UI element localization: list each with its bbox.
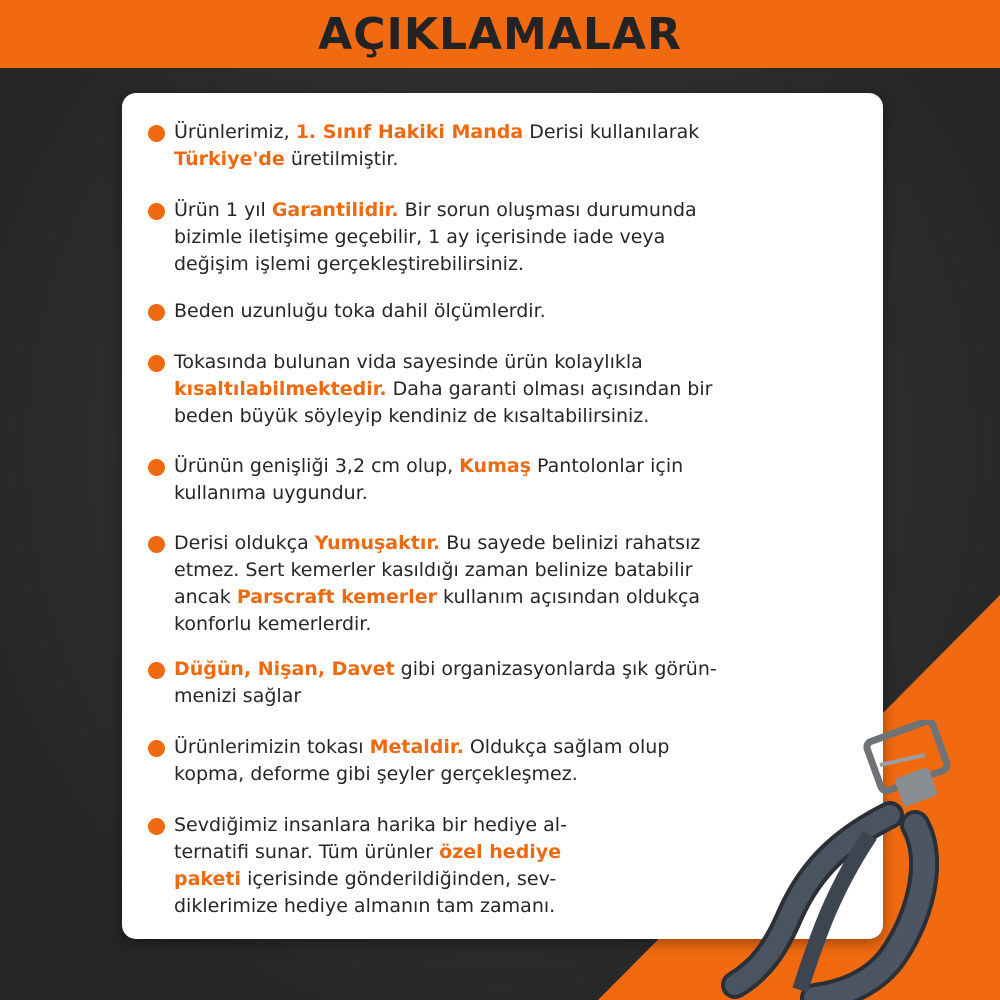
description-line xyxy=(174,584,772,611)
body-text: menizi sağlar xyxy=(174,685,302,707)
body-text: Beden uzunluğu toka dahil ölçümlerdir. xyxy=(174,300,546,322)
bullet-dot-icon xyxy=(148,459,165,476)
description-line xyxy=(174,656,772,683)
bullet-dot-icon xyxy=(148,536,165,553)
body-text: Daha garanti olması açısından bir xyxy=(386,378,713,400)
body-text: Pantolonlar için xyxy=(531,455,684,477)
bullet-dot-icon xyxy=(148,740,165,757)
body-text: kopma, deforme gibi şeyler gerçekleşmez. xyxy=(174,763,578,785)
description-item xyxy=(152,119,772,173)
body-text: Bir sorun oluşması durumunda xyxy=(398,199,697,221)
description-line xyxy=(174,761,772,788)
highlight-text: Kumaş xyxy=(459,455,532,477)
description-item xyxy=(152,656,772,710)
description-item xyxy=(152,530,772,638)
body-text: Ürün 1 yıl xyxy=(174,199,272,221)
highlight-text: Metaldir. xyxy=(369,736,464,758)
description-line xyxy=(174,197,772,224)
description-item xyxy=(152,349,772,430)
description-line xyxy=(174,893,772,920)
body-text: bizimle iletişime geçebilir, 1 ay içerisinde iade veya xyxy=(174,226,666,248)
page-title: AÇIKLAMALAR xyxy=(318,8,682,60)
highlight-text: özel hediye xyxy=(439,841,562,863)
highlight-text: Türkiye'de xyxy=(174,148,285,170)
description-line xyxy=(174,530,772,557)
description-line xyxy=(174,734,772,761)
body-text: ternatifi sunar. Tüm ürünler xyxy=(174,841,440,863)
body-text: üretilmiştir. xyxy=(284,148,399,170)
description-line xyxy=(174,349,772,376)
body-text: kullanım açısından oldukça xyxy=(437,586,701,608)
highlight-text: Parscraft kemerler xyxy=(236,586,437,608)
body-text: gibi organizasyonlarda şık görün- xyxy=(394,658,717,680)
highlight-text: kısaltılabilmektedir. xyxy=(174,378,387,400)
bullet-dot-icon xyxy=(148,125,165,142)
bullet-dot-icon xyxy=(148,203,165,220)
highlight-text: paketi xyxy=(174,868,242,890)
body-text: Sevdiğimiz insanlara harika bir hediye al- xyxy=(174,814,567,836)
body-text: Bu sayede belinizi rahatsız xyxy=(440,532,701,554)
body-text: Ürünün genişliği 3,2 cm olup, xyxy=(174,455,460,477)
description-line xyxy=(174,480,772,507)
description-line xyxy=(174,453,772,480)
body-text: konforlu kemerlerdir. xyxy=(174,613,372,635)
belt-image xyxy=(720,720,1000,1000)
description-line xyxy=(174,839,772,866)
description-line xyxy=(174,812,772,839)
description-line xyxy=(174,557,772,584)
description-line xyxy=(174,403,772,430)
body-text: Ürünlerimiz, xyxy=(174,121,296,143)
description-item xyxy=(152,812,772,920)
body-text: Oldukça sağlam olup xyxy=(463,736,670,758)
highlight-text: 1. Sınıf Hakiki Manda xyxy=(295,121,524,143)
description-line xyxy=(174,251,772,278)
description-line xyxy=(174,146,772,173)
body-text: etmez. Sert kemerler kasıldığı zaman belinize batabilir xyxy=(174,559,693,581)
page-header xyxy=(0,0,1000,68)
description-line xyxy=(174,683,772,710)
body-text: içerisinde gönderildiğinden, sev- xyxy=(241,868,557,890)
body-text: Tokasında bulunan vida sayesinde ürün kolaylıkla xyxy=(174,351,643,373)
description-line xyxy=(174,376,772,403)
description-line xyxy=(174,298,772,325)
description-line xyxy=(174,224,772,251)
highlight-text: Yumuşaktır. xyxy=(314,532,441,554)
body-text: diklerimize hediye almanın tam zamanı. xyxy=(174,895,556,917)
bullet-dot-icon xyxy=(148,304,165,321)
highlight-text: Garantilidir. xyxy=(271,199,399,221)
description-line xyxy=(174,119,772,146)
body-text: Derisi kullanılarak xyxy=(523,121,700,143)
description-item xyxy=(152,298,772,325)
body-text: değişim işlemi gerçekleştirebilirsiniz. xyxy=(174,253,524,275)
bullet-dot-icon xyxy=(148,355,165,372)
body-text: Derisi oldukça xyxy=(174,532,315,554)
body-text: kullanıma uygundur. xyxy=(174,482,368,504)
description-item xyxy=(152,734,772,788)
description-line xyxy=(174,611,772,638)
bullet-dot-icon xyxy=(148,818,165,835)
description-item xyxy=(152,453,772,507)
highlight-text: Düğün, Nişan, Davet xyxy=(174,658,395,680)
description-item xyxy=(152,197,772,278)
body-text: ancak xyxy=(174,586,237,608)
body-text: Ürünlerimizin tokası xyxy=(174,736,370,758)
body-text: beden büyük söyleyip kendiniz de kısaltabilirsiniz. xyxy=(174,405,650,427)
description-line xyxy=(174,866,772,893)
bullet-dot-icon xyxy=(148,662,165,679)
